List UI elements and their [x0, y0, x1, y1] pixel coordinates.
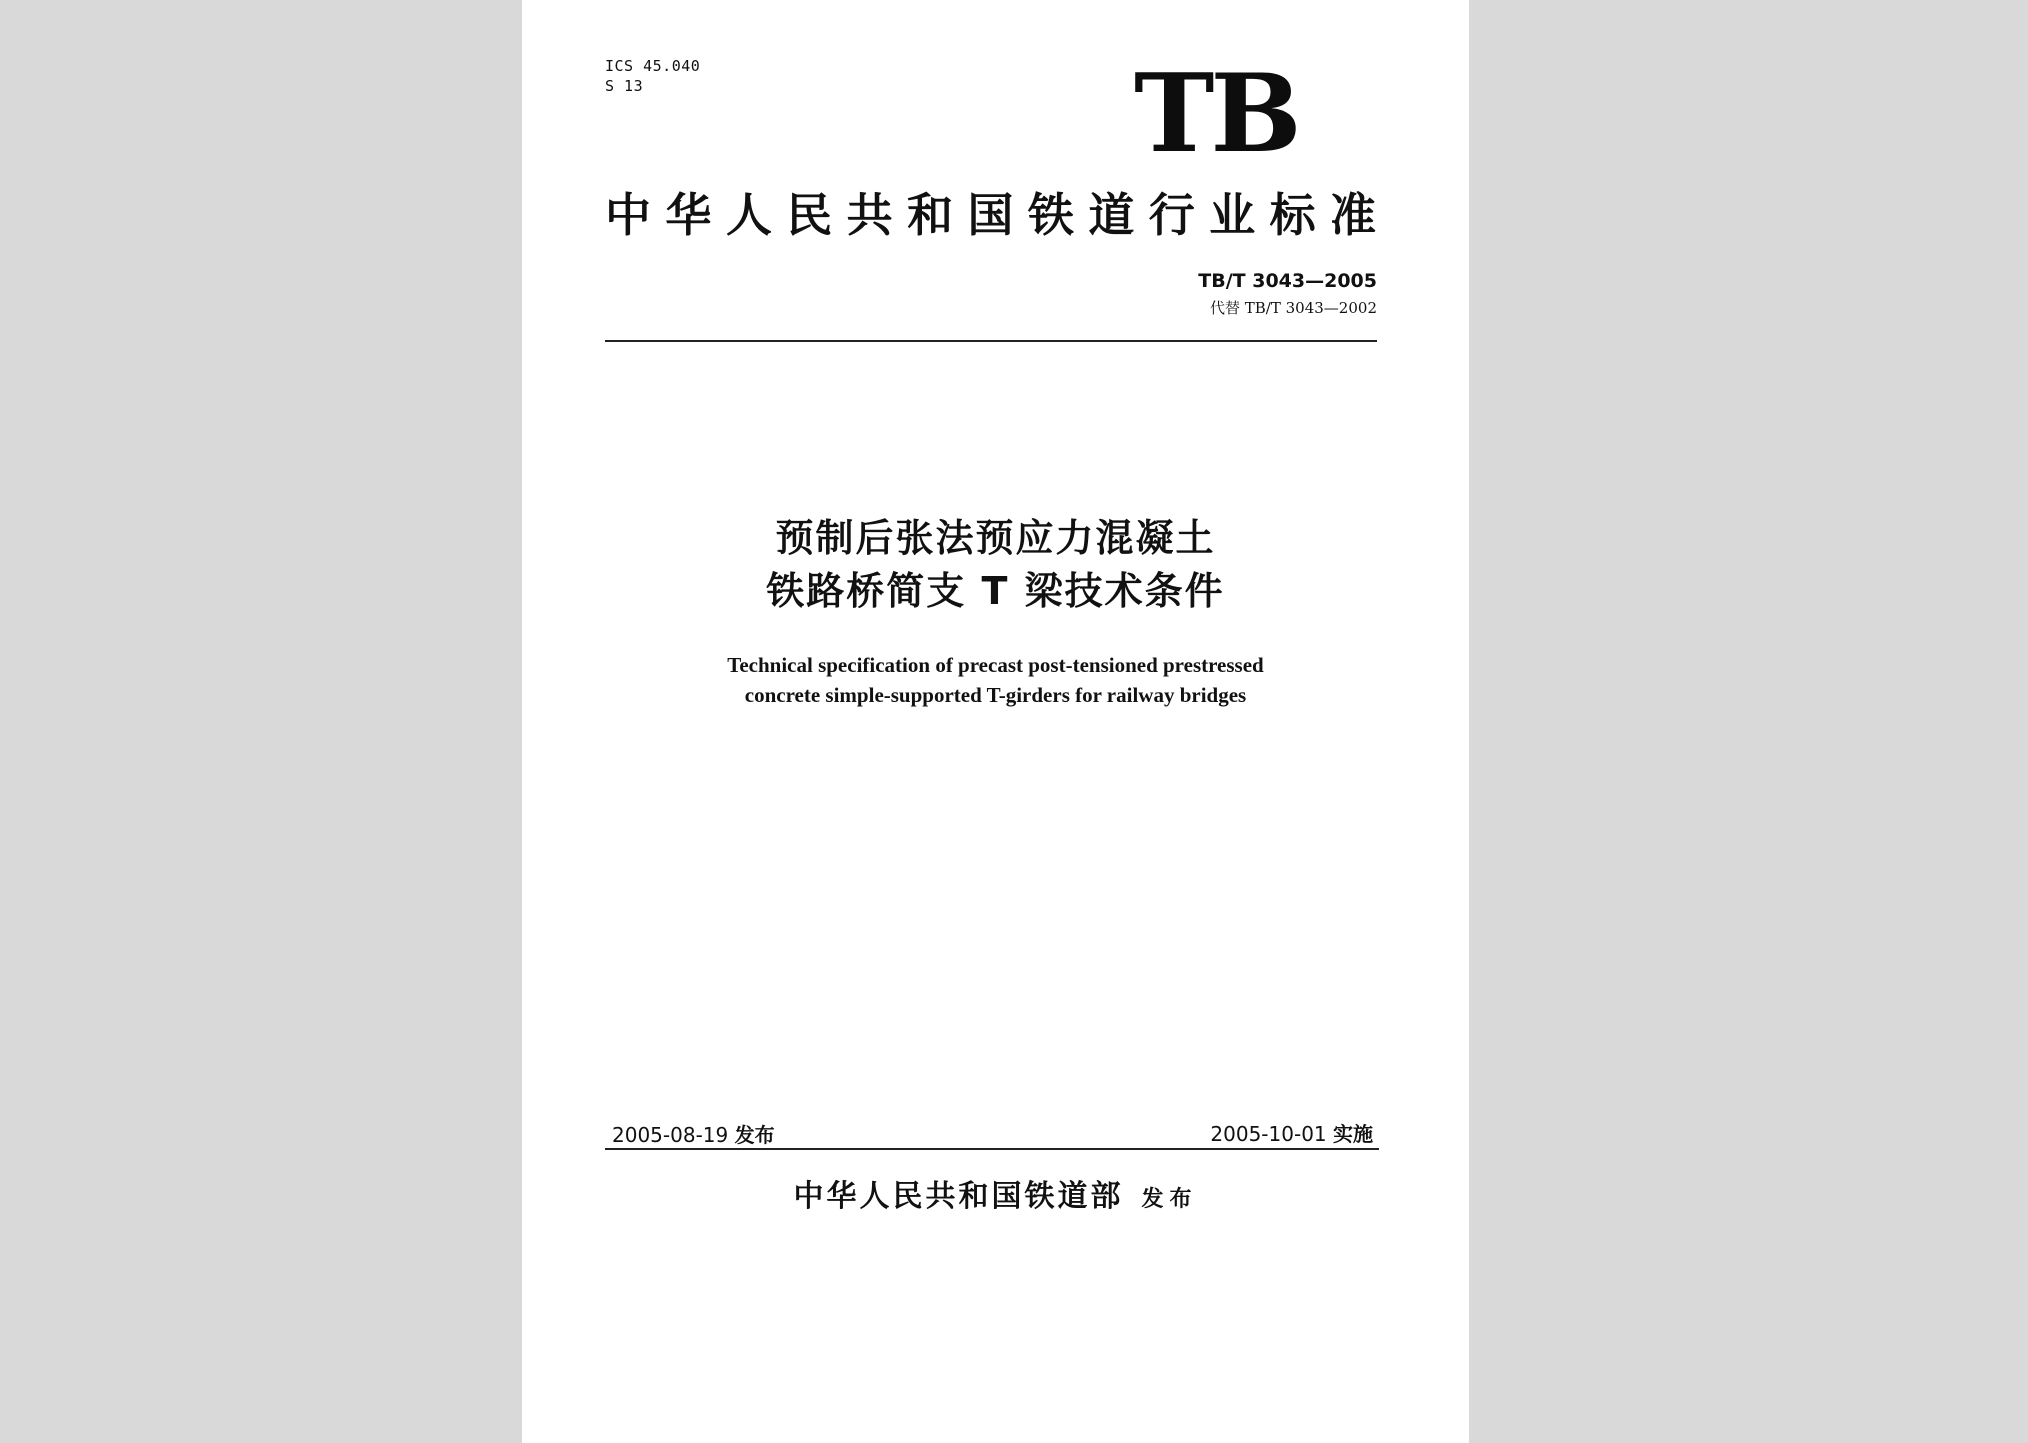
tb-logo: TB	[1134, 51, 1298, 177]
issue-date-label: 发布	[734, 1123, 775, 1147]
header-divider	[605, 340, 1377, 342]
classification-code: S 13	[605, 77, 644, 95]
standard-category-title: 中华人民共和国铁道行业标准	[605, 188, 1377, 242]
document-title-en-line1: Technical specification of precast post-tensioned prestressed	[727, 653, 1264, 677]
document-title-cn-line2: 铁路桥简支 T 梁技术条件	[766, 569, 1225, 613]
document-title-cn-line1: 预制后张法预应力混凝土	[775, 516, 1216, 560]
effective-date	[1210, 1122, 1373, 1146]
document-title-en-line2: concrete simple-supported T-girders for railway bridges	[744, 683, 1247, 707]
replaces-standard: 代替 TB/T 3043—2002	[1210, 299, 1377, 317]
effective-date-value: 2005-10-01	[1210, 1122, 1327, 1146]
standard-number: TB/T 3043—2005	[1198, 270, 1377, 292]
publisher-name: 中华人民共和国铁道部	[793, 1179, 1124, 1214]
document-page	[522, 0, 1469, 1443]
footer-divider	[605, 1148, 1379, 1150]
ics-code: ICS 45.040	[605, 57, 701, 75]
publisher-line	[522, 1178, 1469, 1219]
issue-date-value: 2005-08-19	[612, 1123, 729, 1147]
effective-date-label: 实施	[1333, 1122, 1373, 1146]
issue-date	[612, 1123, 775, 1147]
publisher-action: 发布	[1141, 1187, 1198, 1212]
